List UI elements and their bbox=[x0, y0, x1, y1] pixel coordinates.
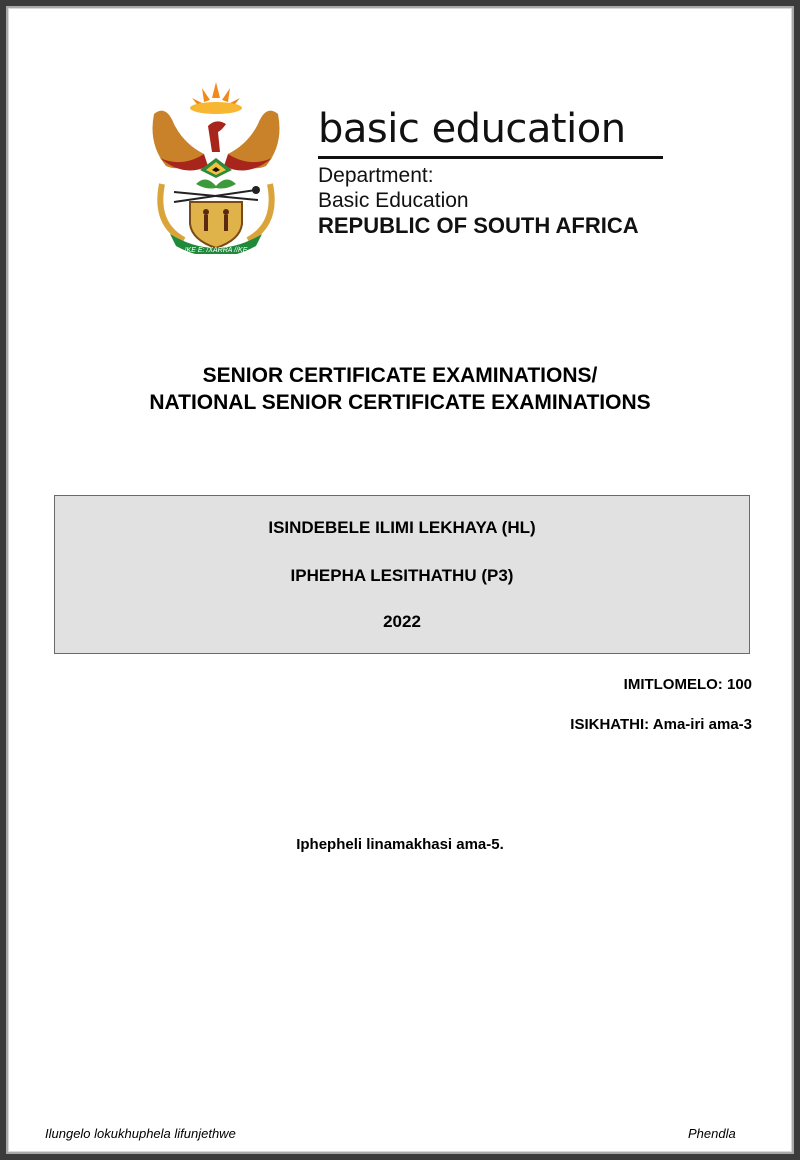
exam-heading-line2: NATIONAL SENIOR CERTIFICATE EXAMINATIONS bbox=[149, 391, 651, 414]
exam-heading bbox=[0, 362, 800, 416]
svg-text:!KE E: /XARRA //KE: !KE E: /XARRA //KE bbox=[184, 247, 248, 254]
coat-of-arms-icon bbox=[144, 74, 288, 254]
department-branding bbox=[318, 106, 663, 238]
marks-total: IMITLOMELO: 100 bbox=[623, 676, 752, 693]
brand-divider bbox=[318, 156, 663, 159]
exam-year: 2022 bbox=[383, 612, 421, 631]
turn-over-label: Phendla bbox=[688, 1126, 736, 1141]
department-label: Department: bbox=[318, 164, 434, 187]
page-count-note: Iphepheli linamakhasi ama-5. bbox=[296, 836, 504, 853]
exam-duration: ISIKHATHI: Ama-iri ama-3 bbox=[570, 716, 752, 733]
paper-title: IPHEPHA LESITHATHU (P3) bbox=[290, 566, 514, 585]
department-name: Basic Education bbox=[318, 189, 469, 212]
subject-box bbox=[54, 495, 750, 654]
country-name: REPUBLIC OF SOUTH AFRICA bbox=[318, 213, 639, 238]
copyright-notice: Ilungelo lokukhuphela lifunjethwe bbox=[45, 1126, 236, 1141]
exam-heading-line1: SENIOR CERTIFICATE EXAMINATIONS/ bbox=[202, 364, 598, 387]
brand-title: basic education bbox=[318, 106, 626, 152]
subject-title: ISINDEBELE ILIMI LEKHAYA (HL) bbox=[268, 518, 536, 537]
